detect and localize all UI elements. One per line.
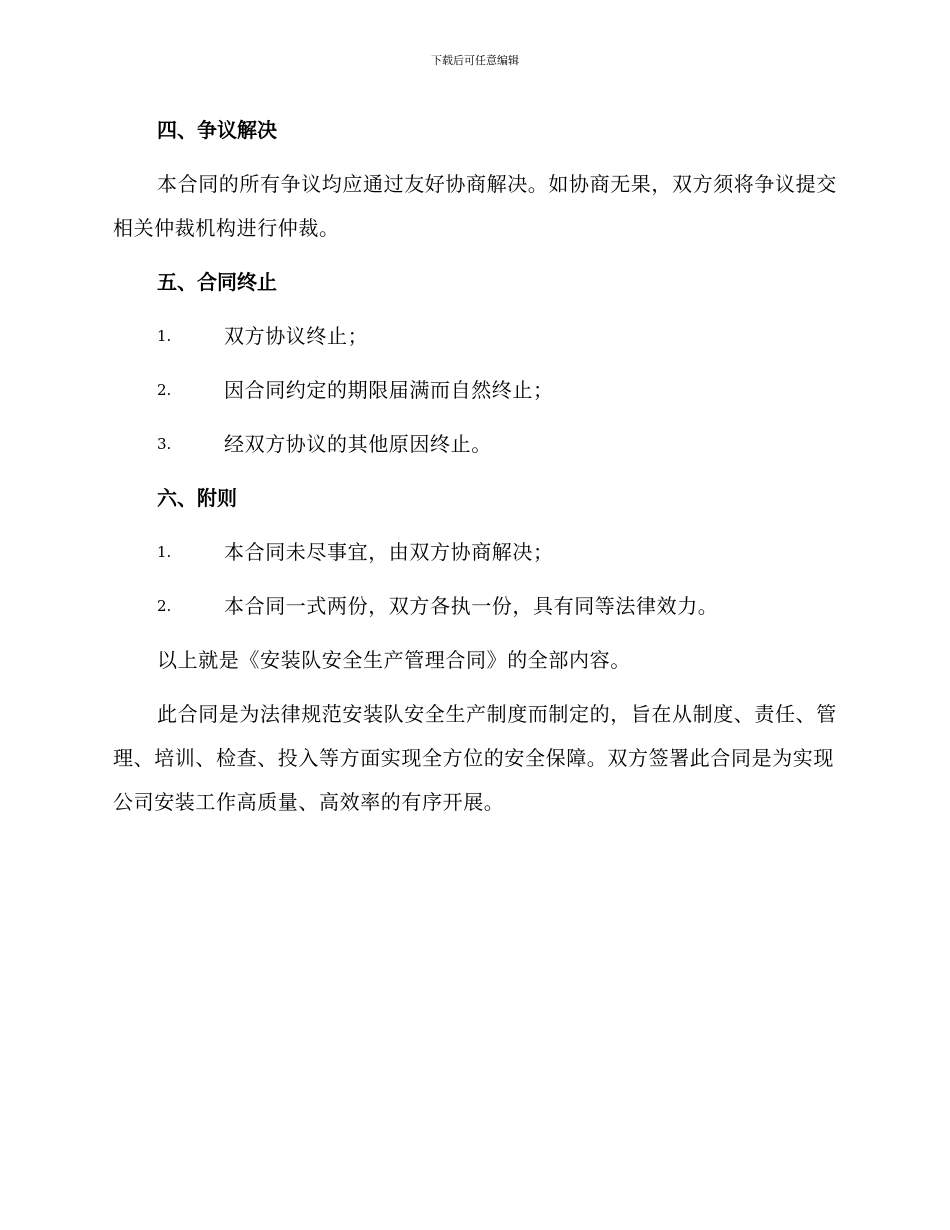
summary-paragraph: 以上就是《安装队安全生产管理合同》的全部内容。 bbox=[157, 648, 631, 672]
list-item bbox=[113, 530, 837, 574]
section-heading-supplementary: 六、附则 bbox=[157, 486, 237, 510]
list-item bbox=[113, 368, 837, 412]
closing-paragraph: 此合同是为法律规范安装队安全生产制度而制定的，旨在从制度、责任、管理、培训、检查、投入等方面实现全方位的安全保障。双方签署此合同是为实现公司安装工作高质量、高效率的有序开展。 bbox=[113, 702, 837, 814]
document-body bbox=[113, 108, 837, 834]
list-item-number: 2. bbox=[157, 381, 172, 399]
list-item bbox=[113, 584, 837, 628]
list-item-number: 3. bbox=[157, 435, 172, 453]
list-item-text: 双方协议终止； bbox=[224, 324, 369, 348]
page-header-note: 下载后可任意编辑 bbox=[431, 54, 519, 67]
dispute-paragraph: 本合同的所有争议均应通过友好协商解决。如协商无果，双方须将争议提交相关仲裁机构进行仲裁。 bbox=[113, 172, 837, 240]
list-item bbox=[113, 422, 837, 466]
list-item-text: 经双方协议的其他原因终止。 bbox=[224, 432, 492, 456]
list-item-text: 本合同未尽事宜，由双方协商解决； bbox=[224, 540, 554, 564]
list-item-text: 本合同一式两份，双方各执一份，具有同等法律效力。 bbox=[224, 594, 719, 618]
section-heading-dispute: 四、争议解决 bbox=[157, 118, 277, 142]
list-item-number: 1. bbox=[157, 327, 172, 345]
list-item bbox=[113, 314, 837, 358]
list-item-number: 1. bbox=[157, 543, 172, 561]
section-heading-termination: 五、合同终止 bbox=[157, 270, 277, 294]
list-item-text: 因合同约定的期限届满而自然终止； bbox=[224, 378, 554, 402]
list-item-number: 2. bbox=[157, 597, 172, 615]
